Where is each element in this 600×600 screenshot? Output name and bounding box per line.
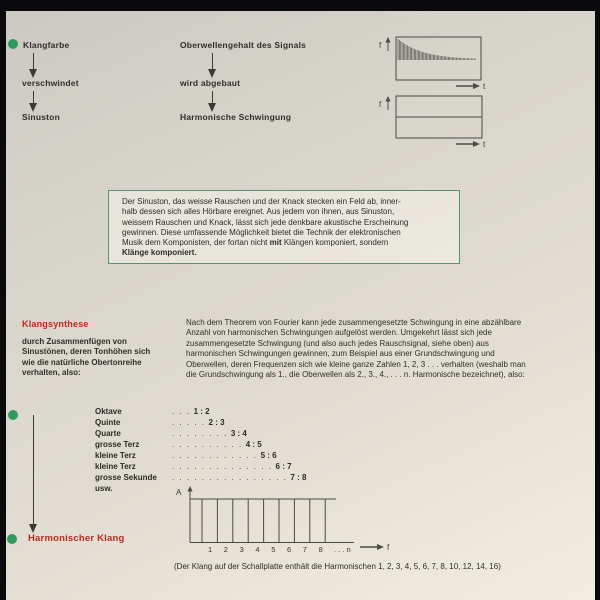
interval-row: grosse Terz . . . . . . . . . . 4 : 5 <box>95 440 262 449</box>
down-arrow-icon <box>208 91 217 112</box>
svg-text:8: 8 <box>318 545 323 554</box>
axis-a-label: A <box>176 488 182 497</box>
flow-left-step3: Sinuston <box>22 112 60 122</box>
axis-t-label: t <box>483 82 486 91</box>
svg-text:3: 3 <box>239 545 244 554</box>
green-bullet-icon <box>8 410 18 420</box>
down-arrow-icon <box>208 53 217 78</box>
interval-row: kleine Terz . . . . . . . . . . . . 5 : 6 <box>95 451 277 460</box>
up-arrow-icon <box>187 486 192 492</box>
flow-left-step2: verschwindet <box>22 78 79 88</box>
up-arrow-icon <box>385 96 390 102</box>
interval-row: Quinte . . . . . 2 : 3 <box>95 418 225 427</box>
interval-row: kleine Terz . . . . . . . . . . . . . . 6 : 7 <box>95 462 292 471</box>
long-down-arrow-icon <box>29 415 38 533</box>
flow-mid-title: Oberwellengehalt des Signals <box>180 40 307 50</box>
harmonic-sound-label: Harmonischer Klang <box>28 533 125 544</box>
flow-mid-step2: wird abgebaut <box>180 78 241 88</box>
svg-text:1: 1 <box>208 545 213 554</box>
scanned-page <box>6 11 595 600</box>
right-arrow-icon <box>473 141 480 147</box>
interval-row: grosse Sekunde . . . . . . . . . . . . . . . . 7 : 8 <box>95 473 307 482</box>
flow-left-title: Klangfarbe <box>23 40 70 50</box>
axis-f-label: f <box>387 543 390 552</box>
box-line: weissem Rauschen und Knack, lässt sich jede denkbare akustische Erscheinung <box>122 217 409 227</box>
synthesis-left-paragraph: durch Zusammenfügen von Sinustönen, deren Tonhöhen sich wie die natürliche Obertonreihe verhalten, also: <box>22 337 151 378</box>
up-arrow-icon <box>385 37 390 43</box>
statement-box <box>108 190 460 264</box>
more-harmonics-label: . . . n <box>334 545 351 554</box>
synthesis-right-paragraph: Nach dem Theorem von Fourier kann jede zusammengesetzte Schwingung in eine abzählbare Anzahl von harmonischen Schwingungen aufgelöst werden. Umgekehrt lässt sich jede zusammengesetzte Schwingung (und also auch jedes Rauschsignal, siehe oben) aus harmonischen Schwingungen gewinnen, zum Beispiel aus einer Grundschwingung und Oberwellen, deren Frequenzen sich wie kleine ganze Zahlen 1, 2, 3 . . . verhalten (weshalb man die Grundschwingung als 1., die Oberwellen als 2., 3., 4., . . . n. Harmonische bezeichnet), also: <box>186 318 526 380</box>
flow-mid-step3: Harmonische Schwingung <box>180 112 292 122</box>
svg-text:5: 5 <box>271 545 276 554</box>
right-arrow-icon <box>473 83 480 89</box>
axis-f-label: f <box>379 100 382 109</box>
record-caption: (Der Klang auf der Schallplatte enthält die Harmonischen 1, 2, 3, 4, 5, 6, 7, 8, 10, 12, 14, 16) <box>174 562 501 571</box>
decay-spectrum-figure <box>378 35 496 95</box>
down-arrow-icon <box>29 53 38 78</box>
axis-f-label: f <box>379 41 382 50</box>
right-arrow-icon <box>377 544 384 550</box>
down-arrow-icon <box>29 91 38 112</box>
svg-text:2: 2 <box>223 545 228 554</box>
harmonic-tick-labels <box>208 545 323 554</box>
svg-text:4: 4 <box>255 545 260 554</box>
svg-text:7: 7 <box>302 545 307 554</box>
interval-row: Quarte . . . . . . . . 3 : 4 <box>95 429 247 438</box>
green-bullet-icon <box>7 534 17 544</box>
spectral-lines <box>398 39 476 60</box>
box-line: gewinnen. Diese umfassende Möglichkeit bietet die Technik der elektronischen <box>122 227 401 237</box>
interval-row: Oktave . . . 1 : 2 <box>95 407 210 416</box>
box-line: halb dessen sich alles Hörbare ereignet. Aus jedem von ihnen, aus Sinuston, <box>122 207 395 217</box>
sine-tone-figure <box>378 94 496 154</box>
axis-t-label: t <box>483 140 486 149</box>
section-heading: Klangsynthese <box>22 319 89 329</box>
green-bullet-icon <box>8 39 18 49</box>
box-line: Der Sinuston, das weisse Rauschen und der Knack stecken ein Feld ab, inner- <box>122 197 401 206</box>
box-line: Klänge komponiert. <box>122 248 197 258</box>
harmonic-lines <box>202 499 325 543</box>
harmonic-comb-figure <box>168 481 408 569</box>
box-line: Musik dem Komponisten, der fortan nicht mit Klängen komponiert, sondern <box>122 238 389 248</box>
svg-text:6: 6 <box>287 545 292 554</box>
interval-row: usw. <box>95 484 113 493</box>
